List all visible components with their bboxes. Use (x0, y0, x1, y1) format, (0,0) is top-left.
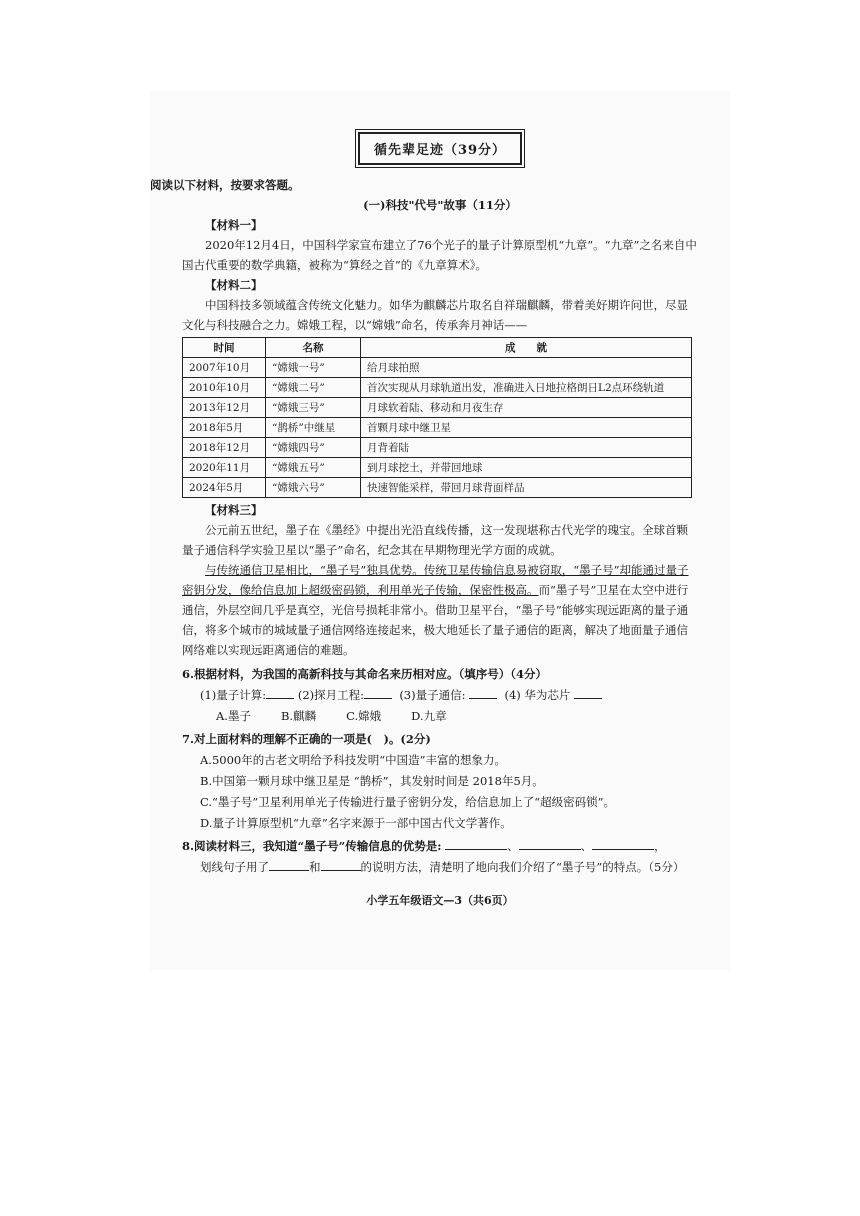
question-7 (182, 729, 698, 834)
table-cell: 快速智能采样，带回月球背面样品 (361, 478, 692, 498)
table-cell: 首颗月球中继卫星 (361, 418, 692, 438)
material1-label: 【材料一】 (205, 218, 263, 232)
q6-items (182, 685, 698, 706)
chang-e-table (182, 337, 692, 498)
table-cell: 首次实现从月球轨道出发，准确进入日地拉格朗日L2点环绕轨道 (361, 378, 692, 398)
underlined-sentence: 与传统通信卫星相比，“墨子号”独具优势。传统卫星传输信息易被窃取，“墨子号”却能通过量子密钥分发，像给信息加上超级密码锁，利用单光子传输，保密性极高。 (182, 563, 689, 597)
option: B.麒麟 (280, 709, 317, 723)
option: D.九章 (411, 709, 447, 723)
table-cell: 2010年10月 (183, 378, 266, 398)
material1-text: 2020年12月4日，中国科学家宣布建立了76个光子的量子计算原型机“九章”。“九章”之名来自中国古代重要的数学典籍，被称为“算经之首”的《九章算术》。 (182, 238, 697, 272)
table-row (183, 438, 692, 458)
question-6 (182, 664, 698, 727)
table-cell: 2007年10月 (183, 358, 266, 378)
table-header: 成 就 (361, 338, 692, 358)
answer-blank[interactable] (574, 686, 602, 699)
answer-blank[interactable] (519, 837, 581, 850)
q7-option: D.量子计算原型机“九章”名字来源于一部中国古代文学著作。 (200, 816, 512, 830)
table-cell: “嫦娥三号” (266, 398, 361, 418)
table-cell: 2024年5月 (183, 478, 266, 498)
table-header: 时间 (183, 338, 266, 358)
q6-item: (3)量子通信: (399, 688, 466, 702)
q8-line2a: 划线句子用了 (200, 860, 269, 874)
table-header-row (183, 338, 692, 358)
q6-options (182, 706, 698, 727)
material3-label: 【材料三】 (205, 503, 263, 517)
answer-blank[interactable] (445, 837, 507, 850)
exam-page (150, 132, 698, 907)
table-cell: “嫦娥五号” (266, 458, 361, 478)
table-row (183, 418, 692, 438)
option: A.墨子 (216, 709, 251, 723)
option: C.嫦娥 (346, 709, 382, 723)
q6-item: (1)量子计算: (200, 688, 267, 702)
table-header: 名称 (266, 338, 361, 358)
material3-text2-rest: 而“墨子号”卫星在太空中进行通信，外层空间几乎是真空，光信号损耗非常小。借助卫星平台，“墨子号”能够实现远距离的量子通信，将多个城市的城域量子通信网络连接起来，极大地延长了量子通信的距离，解决了地面量子通信网络难以实现远距离通信的难题。 (182, 583, 689, 657)
table-cell: 2020年11月 (183, 458, 266, 478)
q8-line1: 8.阅读材料三，我知道“墨子号”传输信息的优势是: (182, 839, 442, 853)
material3-text2 (182, 560, 698, 660)
table-row (183, 458, 692, 478)
table-cell: 到月球挖土，并带回地球 (361, 458, 692, 478)
answer-blank[interactable] (266, 686, 294, 699)
q7-option: B.中国第一颗月球中继卫星是 “鹊桥”，其发射时间是 2018年5月。 (200, 774, 544, 788)
instruction: 阅读以下材料，按要求答题。 (150, 178, 300, 192)
page-footer: 小学五年级语文—3（共6页） (366, 894, 514, 907)
q7-option: C.“墨子号”卫星利用单光子传输进行量子密钥分发，给信息加上了“超级密码锁”。 (200, 795, 616, 809)
table-row (183, 478, 692, 498)
q7-option: A.5000年的古老文明给予科技发明“中国造”丰富的想象力。 (200, 753, 506, 767)
table-row (183, 398, 692, 418)
table-cell: 给月球拍照 (361, 358, 692, 378)
table-cell: “嫦娥四号” (266, 438, 361, 458)
table-cell: “嫦娥一号” (266, 358, 361, 378)
table-cell: “鹊桥”中继星 (266, 418, 361, 438)
table-cell: “嫦娥六号” (266, 478, 361, 498)
material3-text1: 公元前五世纪，墨子在《墨经》中提出光沿直线传播，这一发现堪称古代光学的瑰宝。全球首颗量子通信科学实验卫星以“墨子”命名，纪念其在早期物理光学方面的成就。 (182, 523, 688, 557)
material2-label: 【材料二】 (205, 278, 263, 292)
table-row (183, 358, 692, 378)
part-title: (一)科技"代号"故事（11分） (363, 198, 517, 212)
answer-blank[interactable] (269, 858, 309, 871)
answer-blank[interactable] (321, 858, 361, 871)
answer-blank[interactable] (364, 686, 392, 699)
table-cell: 2013年12月 (183, 398, 266, 418)
material2-text: 中国科技多领域蕴含传统文化魅力。如华为麒麟芯片取名自祥瑞麒麟，带着美好期许问世，尽显文化与科技融合之力。嫦娥工程，以“嫦娥”命名，传承奔月神话—— (182, 298, 688, 332)
table-cell: “嫦娥二号” (266, 378, 361, 398)
answer-blank[interactable] (592, 837, 654, 850)
q6-item: (4) 华为芯片 (504, 688, 571, 702)
table-cell: 2018年5月 (183, 418, 266, 438)
table-row (183, 378, 692, 398)
section-title: 循先辈足迹（39分） (358, 132, 522, 165)
table-cell: 月球软着陆、移动和月夜生存 (361, 398, 692, 418)
q8-line2b: 和 (309, 860, 321, 874)
q8-line2c: 的说明方法，清楚明了地向我们介绍了“墨子号”的特点。（5分） (360, 860, 685, 874)
table-cell: 月背着陆 (361, 438, 692, 458)
table-cell: 2018年12月 (183, 438, 266, 458)
question-8: 8.阅读材料三，我知道“墨子号”传输信息的优势是: 、 、 ， 划线句子用了 和 的说明方法，清楚明了地向我们介绍了“墨子号”的特点。（5分） (182, 839, 685, 874)
q6-stem: 6.根据材料，为我国的高新科技与其命名来历相对应。（填序号）（4分） (182, 667, 548, 681)
q7-stem: 7.对上面材料的理解不正确的一项是( )。(2分) (182, 732, 431, 746)
answer-blank[interactable] (469, 686, 497, 699)
q6-item: (2)探月工程: (297, 688, 364, 702)
